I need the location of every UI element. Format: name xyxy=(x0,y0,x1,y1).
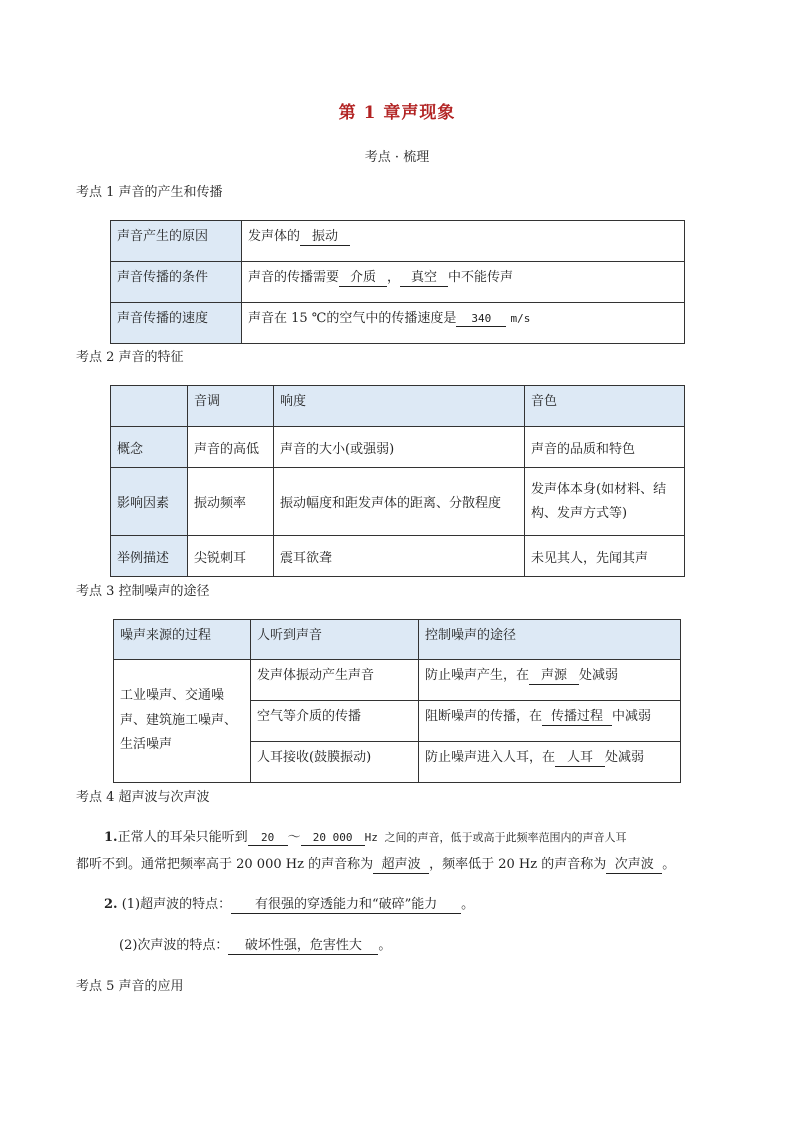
answer-blank: 人耳 xyxy=(555,751,605,767)
answer-blank: 真空 xyxy=(400,271,448,287)
answer-blank: 振动 xyxy=(300,230,350,246)
answer-blank: 340 xyxy=(456,313,506,327)
section-heading-4: 考点 4 超声波与次声波 xyxy=(76,790,210,805)
table-cell: 声音的品质和特色 xyxy=(525,427,685,468)
table-row-label: 举例描述 xyxy=(111,536,188,577)
table-header: 音色 xyxy=(525,386,685,427)
sound-production-table xyxy=(110,220,685,344)
page-subtitle: 考点 · 梳理 xyxy=(364,150,430,165)
table-header xyxy=(111,386,188,427)
section-heading-3: 考点 3 控制噪声的途径 xyxy=(76,584,210,599)
table-cell: 尖锐刺耳 xyxy=(188,536,274,577)
section-heading-2: 考点 2 声音的特征 xyxy=(76,350,184,365)
answer-blank: 20 000 xyxy=(301,832,365,846)
paragraph-1-line-2: 都听不到。通常把频率高于 20 000 Hz 的声音称为 超声波 ，频率低于 20 Hz 的声音称为 次声波 。 xyxy=(76,857,676,872)
answer-blank: 次声波 xyxy=(606,858,662,874)
paragraph-3: (2)次声波的特点： 破坏性强，危害性大 。 xyxy=(119,938,392,953)
table-cell: 声音在 15 ℃的空气中的传播速度是 340 m/s xyxy=(242,303,685,344)
answer-blank: 有很强的穿透能力和“破碎”能力 xyxy=(231,898,461,914)
table-cell: 防止噪声进入人耳，在 人耳 处减弱 xyxy=(419,742,681,783)
table-cell: 未见其人，先闻其声 xyxy=(525,536,685,577)
table-cell: 声音的传播需要 介质 ， 真空 中不能传声 xyxy=(242,262,685,303)
table-cell: 声音的大小(或强弱) xyxy=(274,427,525,468)
sound-characteristics-table xyxy=(110,385,685,577)
section-heading-1: 考点 1 声音的产生和传播 xyxy=(76,185,223,200)
table-cell: 防止噪声产生，在 声源 处减弱 xyxy=(419,660,681,701)
paragraph-2: 2. (1)超声波的特点： 有很强的穿透能力和“破碎”能力 。 xyxy=(104,897,475,912)
table-cell: 振动频率 xyxy=(188,468,274,536)
table-cell: 声音传播的速度 xyxy=(111,303,242,344)
table-header: 控制噪声的途径 xyxy=(419,620,681,660)
table-cell: 声音的高低 xyxy=(188,427,274,468)
table-header: 人听到声音 xyxy=(251,620,419,660)
answer-blank: 介质 xyxy=(339,271,387,287)
answer-blank: 超声波 xyxy=(373,858,429,874)
answer-blank: 传播过程 xyxy=(542,710,612,726)
table-cell: 人耳接收(鼓膜振动) xyxy=(251,742,419,783)
table-header: 响度 xyxy=(274,386,525,427)
table-cell: 发声体本身(如材料、结构、发声方式等) xyxy=(525,468,685,536)
table-row-label: 概念 xyxy=(111,427,188,468)
noise-source-cell: 工业噪声、交通噪声、建筑施工噪声、生活噪声 xyxy=(114,660,251,783)
answer-blank: 破坏性强，危害性大 xyxy=(228,939,378,955)
table-cell: 声音传播的条件 xyxy=(111,262,242,303)
page-title: 第 1 章声现象 xyxy=(338,103,456,123)
table-cell: 空气等介质的传播 xyxy=(251,701,419,742)
answer-blank: 声源 xyxy=(529,669,579,685)
table-cell: 振动幅度和距发声体的距离、分散程度 xyxy=(274,468,525,536)
table-cell: 阻断噪声的传播，在 传播过程 中减弱 xyxy=(419,701,681,742)
table-cell: 发声体的 振动 xyxy=(242,221,685,262)
section-heading-5: 考点 5 声音的应用 xyxy=(76,979,184,994)
noise-control-table xyxy=(113,619,681,783)
paragraph-1-line-1: 1.正常人的耳朵只能听到 20 ～ 20 000 Hz 之间的声音，低于或高于此频率范围内的声音人耳 xyxy=(104,830,627,845)
table-header: 噪声来源的过程 xyxy=(114,620,251,660)
table-cell: 发声体振动产生声音 xyxy=(251,660,419,701)
table-cell: 震耳欲聋 xyxy=(274,536,525,577)
table-row-label: 影响因素 xyxy=(111,468,188,536)
table-header: 音调 xyxy=(188,386,274,427)
table-cell: 声音产生的原因 xyxy=(111,221,242,262)
answer-blank: 20 xyxy=(248,832,288,846)
